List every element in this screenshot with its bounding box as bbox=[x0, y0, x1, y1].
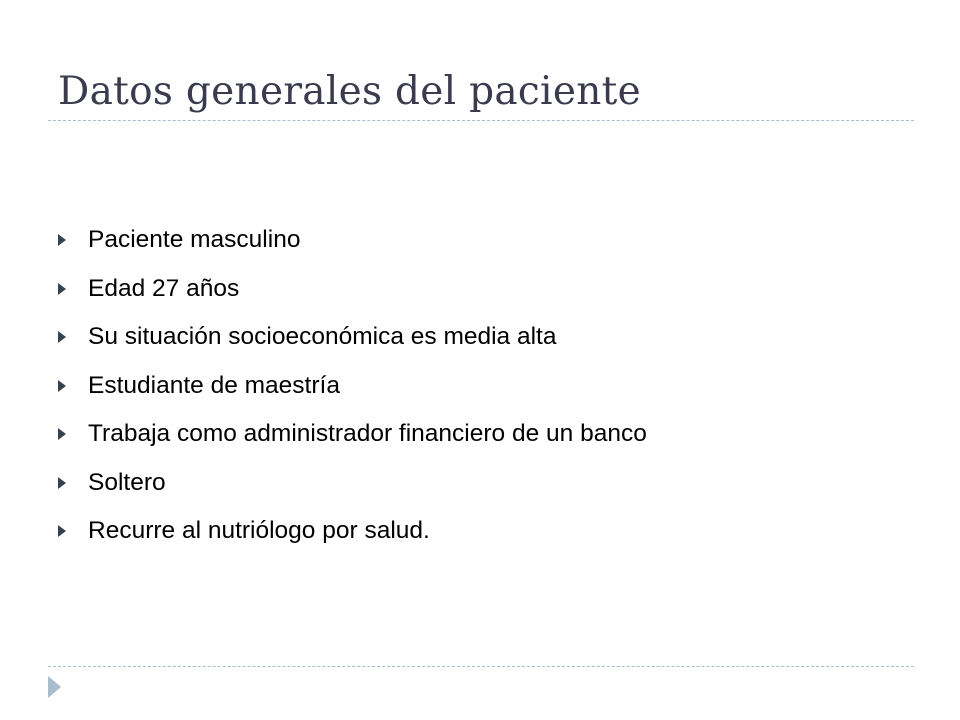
triangle-right-icon bbox=[58, 331, 66, 343]
triangle-right-icon bbox=[58, 428, 66, 440]
slide-title: Datos generales del paciente bbox=[58, 69, 641, 114]
bullet-text: Estudiante de maestría bbox=[88, 371, 340, 399]
bullet-item bbox=[58, 410, 647, 459]
bullet-item bbox=[58, 362, 647, 411]
triangle-right-icon bbox=[58, 525, 66, 537]
bullet-item bbox=[58, 507, 647, 556]
bullet-item bbox=[58, 265, 647, 314]
bullet-text: Recurre al nutriólogo por salud. bbox=[88, 517, 430, 545]
triangle-right-icon bbox=[58, 234, 66, 246]
triangle-right-icon bbox=[58, 477, 66, 489]
bullet-item bbox=[58, 313, 647, 362]
bullet-text: Trabaja como administrador financiero de un banco bbox=[88, 420, 647, 448]
bullet-item bbox=[58, 216, 647, 265]
bullet-list bbox=[58, 216, 647, 556]
bullet-text: Soltero bbox=[88, 468, 166, 496]
bullet-text: Edad 27 años bbox=[88, 274, 240, 302]
triangle-right-icon bbox=[58, 283, 66, 295]
triangle-right-icon bbox=[58, 380, 66, 392]
triangle-right-icon bbox=[48, 676, 61, 698]
bullet-text: Paciente masculino bbox=[88, 226, 301, 254]
bullet-text: Su situación socioeconómica es media alta bbox=[88, 323, 557, 351]
footer-divider bbox=[48, 666, 914, 667]
bullet-item bbox=[58, 459, 647, 508]
title-divider bbox=[48, 120, 914, 121]
